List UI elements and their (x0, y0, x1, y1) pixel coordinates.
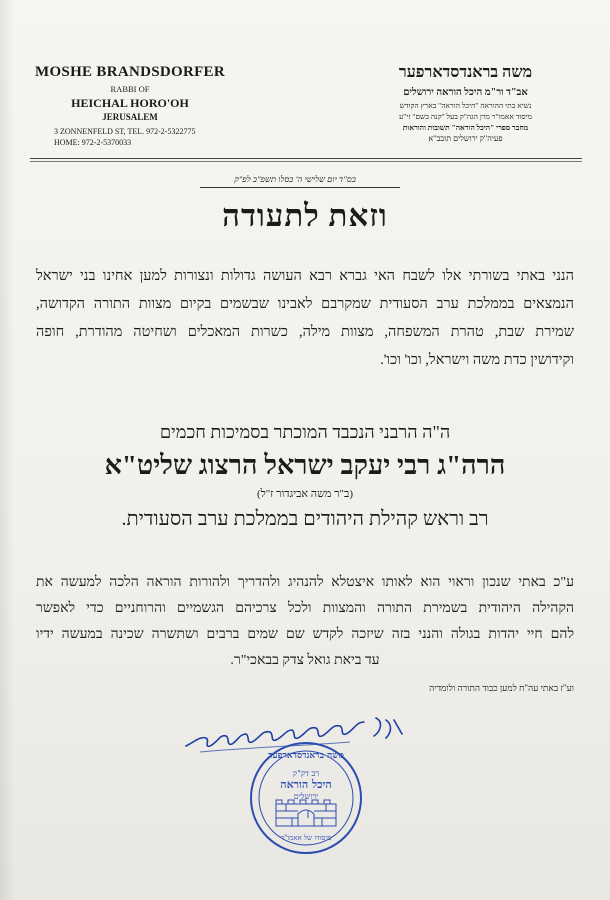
letterhead-he-line4: מחבר ספרי "היכל הוראה" תשובות והוראות (402, 123, 529, 132)
letterhead-city-en: JERUSALEM (102, 112, 158, 122)
letterhead-hebrew (343, 64, 588, 143)
date-line: בס"ד יום שלישי ה' כסלו תשפ"ב לפ"ק (234, 174, 356, 184)
letterhead-divider-thin (30, 161, 582, 162)
honoree-name: הרה"ג רבי יעקב ישראל הרצוג שליט"א (104, 450, 506, 480)
letterhead-english (30, 64, 230, 148)
stamp-mid-text-3: ירושלים (293, 792, 319, 801)
intro-line: שמירת שבת, טהרת המשפחה, מצוות מילה, כשרות המאכלים ושחיטה מהודרת, חופה (36, 324, 574, 340)
letterhead-rabbi-of: RABBI OF (110, 84, 150, 94)
body-paragraph (36, 570, 574, 674)
honoree-preface: ה"ה הרבני הנכבד המוכתר בסמיכות חכמים (159, 422, 451, 442)
letterhead-he-line1: אב"ד ור"מ היכל הוראה ירושלים (403, 87, 528, 98)
stamp-bottom-text: מיסודו של אאמו"ר (280, 834, 332, 842)
intro-line: הנמצאים בממלכת ערב הסעודית שמקרבם לאבינו שבשמים בקיום מצוות התורה הקדושה, (36, 296, 574, 312)
intro-line: וקידושין כדת משה וישראל, וכו' וכו'. (380, 352, 574, 368)
honoree-father: (ב"ר משה אביגדור ז"ל) (256, 488, 354, 500)
letterhead-name-he: משה בראנדסדארפער (398, 64, 533, 81)
body-line: להם חיי יהדות בגולה והנני בזה שיזכה לקדש שם שמים ברבים ושתשרה שכינה במעשה ידיו (36, 627, 574, 642)
document-title: וזאת לתעודה (222, 198, 388, 233)
date-underline (200, 187, 400, 188)
body-line: ע"כ באתי שנכון וראוי הוא לאותו איצטלא להנהיג ולהדריך ולהורות הוראה הלכה למעשה את (36, 575, 574, 590)
body-line: עד ביאת גואל צדק בבאכי"ר. (230, 653, 380, 668)
stamp-wall-icon (276, 800, 336, 826)
intro-paragraph (36, 262, 574, 374)
body-line: הקהילה היהודית בשמירת התורה והמצוות ולכל צרכיהם הגשמיים והרוחניים כדי לאפשר (36, 601, 574, 616)
letterhead-address-line: 3 ZONNENFELD ST, TEL. 972-2-5322775 (54, 127, 196, 136)
letterhead-org-en: HEICHAL HORO'OH (71, 96, 189, 110)
letterhead-address (30, 126, 230, 148)
letterhead-he-line2: נשיא בתי ההוראה "היכל הוראה" בארץ הקודש (399, 101, 532, 110)
stamp-mid-text-1: רב דק"ק (292, 769, 320, 778)
letterhead-name-en: MOSHE BRANDSDORFER (35, 64, 225, 80)
rabbinical-stamp (248, 740, 364, 856)
letterhead-he-line3: מיסוד אאמו"ר מרן הגה"ק בעל "קנה בשם" זי"ע (399, 112, 532, 121)
stamp-mid-text-2: היכל הוראה (280, 778, 332, 791)
letterhead-he-line5: פעיה"ק ירושלים תובב"א (428, 134, 503, 143)
letterhead-home-line: HOME: 972-2-5370033 (54, 138, 132, 147)
closing-line: וע"ז באתי עה"ח למען כבוד התורה ולומדיה (429, 683, 574, 693)
honoree-title: רב וראש קהילת היהודים בממלכת ערב הסעודית. (121, 508, 489, 530)
letterhead-divider (30, 158, 582, 159)
intro-line: הנני באתי בשורתי אלו לשבח האי גברא רבא העושה גדולות ונצורות למען אחינו בני ישראל (36, 268, 574, 284)
stamp-top-text: משה בראנדסדארפער (268, 751, 344, 761)
